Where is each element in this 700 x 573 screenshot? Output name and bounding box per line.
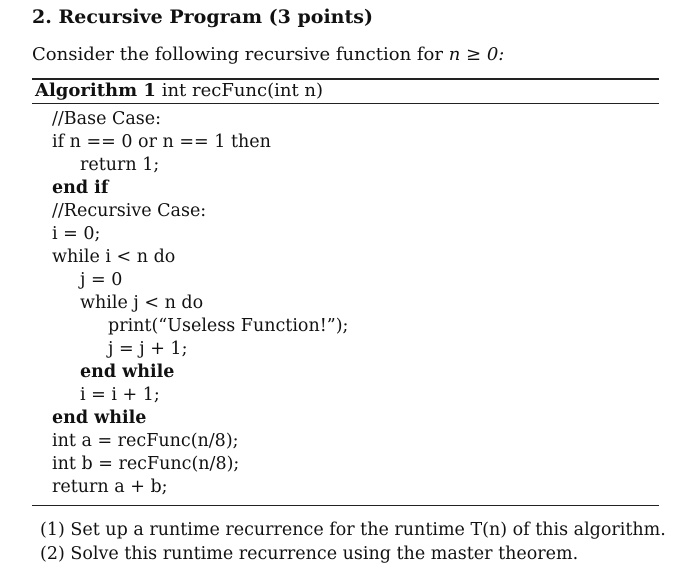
code-line-6: i = 0; [52,224,101,244]
code-line-3: return 1; [80,155,160,175]
question-2: (2) Solve this runtime recurrence using the master theorem. [40,544,579,564]
code-line-5: //Recursive Case: [52,201,207,221]
code-line-2: if n == 0 or n == 1 then [52,132,271,152]
intro-condition: n ≥ 0: [448,44,505,65]
code-line-1: //Base Case: [52,109,162,129]
algorithm-signature: int recFunc(int n) [161,80,324,101]
code-line-11: j = j + 1; [108,339,188,359]
code-line-4: end if [52,178,109,198]
code-line-10: print(“Useless Function!”); [108,316,349,336]
code-line-17: return a + b; [52,477,168,497]
code-line-12: end while [80,362,175,382]
algorithm-caption-rule [32,103,659,104]
algorithm-caption [35,80,323,101]
intro-sentence: Consider the following recursive function for [32,44,449,65]
code-line-16: int b = recFunc(n/8); [52,454,240,474]
code-line-7: while i < n do [52,247,176,267]
question-heading: 2. Recursive Program (3 points) [32,6,373,28]
intro-text [32,44,504,65]
algorithm-bottom-rule [32,505,659,506]
code-line-14: end while [52,408,147,428]
question-1: (1) Set up a runtime recurrence for the runtime T(n) of this algorithm. [40,520,666,540]
code-line-8: j = 0 [80,270,123,290]
code-line-15: int a = recFunc(n/8); [52,431,239,451]
algorithm-label: Algorithm 1 [35,80,156,101]
code-line-9: while j < n do [80,293,204,313]
code-line-13: i = i + 1; [80,385,160,405]
